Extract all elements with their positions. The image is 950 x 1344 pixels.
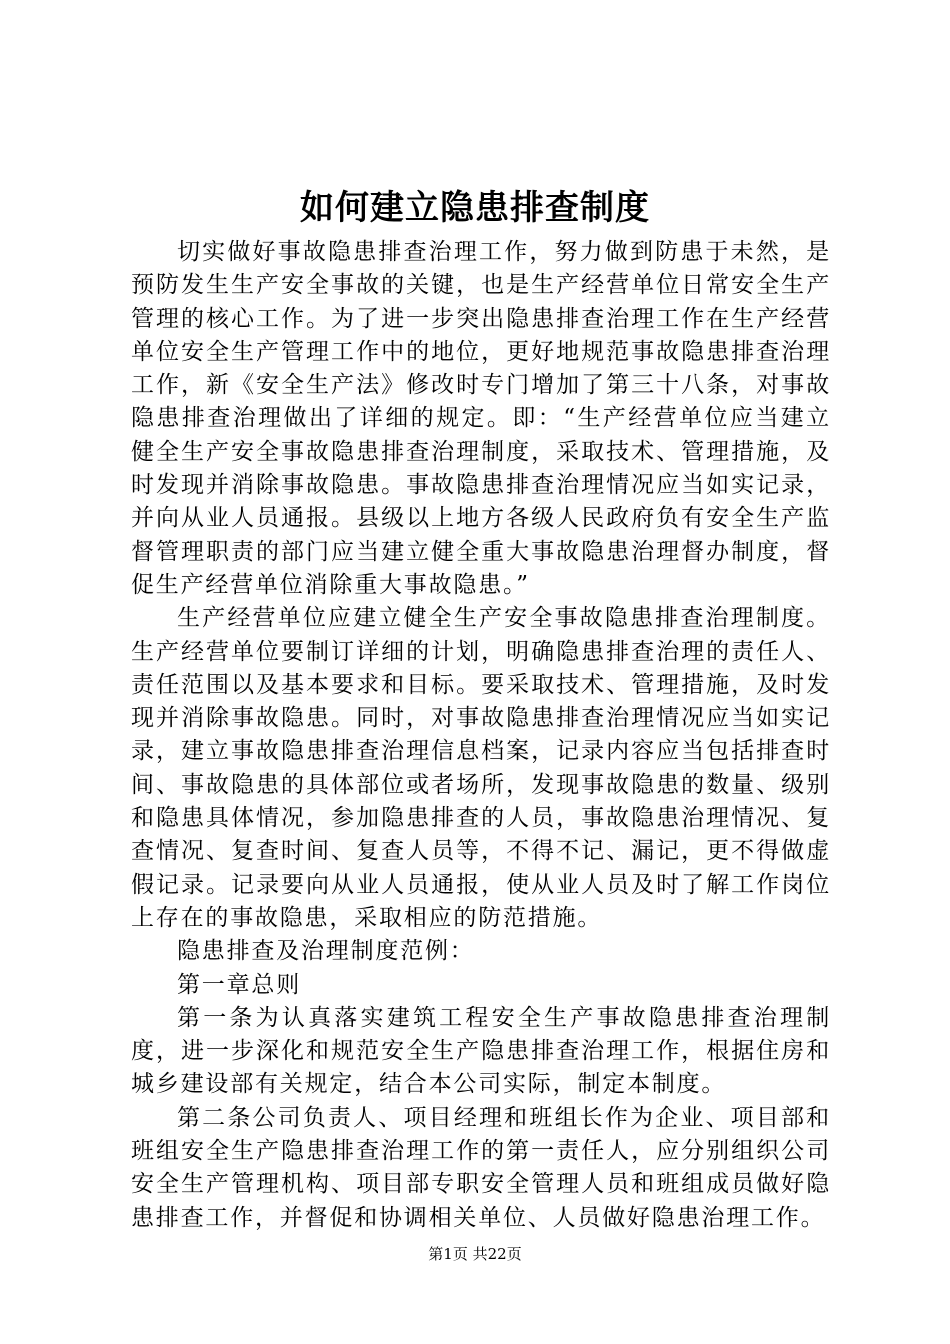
page-number: 第1页 共22页 (428, 1245, 522, 1263)
document-body (131, 236, 831, 1235)
page-footer (0, 1244, 950, 1264)
paragraph: 生产经营单位应建立健全生产安全事故隐患排查治理制度。生产经营单位要制订详细的计划，明确隐患排查治理的责任人、责任范围以及基本要求和目标。要采取技术、管理措施，及时发现并消除事故隐患。同时，对事故隐患排查治理情况应当如实记录，建立事故隐患排查治理信息档案，记录内容应当包括排查时间、事故隐患的具体部位或者场所，发现事故隐患的数量、级别和隐患具体情况，参加隐患排查的人员，事故隐患治理情况、复查情况、复查时间、复查人员等，不得不记、漏记，更不得做虚假记录。记录要向从业人员通报，使从业人员及时了解工作岗位上存在的事故隐患，采取相应的防范措施。 (131, 605, 831, 931)
chapter-heading: 第一章总则 (177, 971, 301, 998)
paragraph: 隐患排查及治理制度范例： (177, 938, 475, 965)
paragraph: 第一条为认真落实建筑工程安全生产事故隐患排查治理制度，进一步深化和规范安全生产隐患排查治理工作，根据住房和城乡建设部有关规定，结合本公司实际，制定本制度。 (131, 1004, 831, 1098)
paragraph: 第二条公司负责人、项目经理和班组长作为企业、项目部和班组安全生产隐患排查治理工作的第一责任人，应分别组织公司安全生产管理机构、项目部专职安全管理人员和班组成员做好隐患排查工作，并督促和协调相关单位、人员做好隐患治理工作。 (131, 1104, 831, 1231)
document-title: 如何建立隐患排查制度 (300, 188, 650, 228)
paragraph: 切实做好事故隐患排查治理工作，努力做到防患于未然，是预防发生生产安全事故的关键，也是生产经营单位日常安全生产管理的核心工作。为了进一步突出隐患排查治理工作在生产经营单位安全生产管理工作中的地位，更好地规范事故隐患排查治理工作，新《安全生产法》修改时专门增加了第三十八条，对事故隐患排查治理做出了详细的规定。即：“生产经营单位应当建立健全生产安全事故隐患排查治理制度，采取技术、管理措施，及时发现并消除事故隐患。事故隐患排查治理情况应当如实记录，并向从业人员通报。县级以上地方各级人民政府负有安全生产监督管理职责的部门应当建立健全重大事故隐患治理督办制度，督促生产经营单位消除重大事故隐患。” (131, 239, 831, 598)
